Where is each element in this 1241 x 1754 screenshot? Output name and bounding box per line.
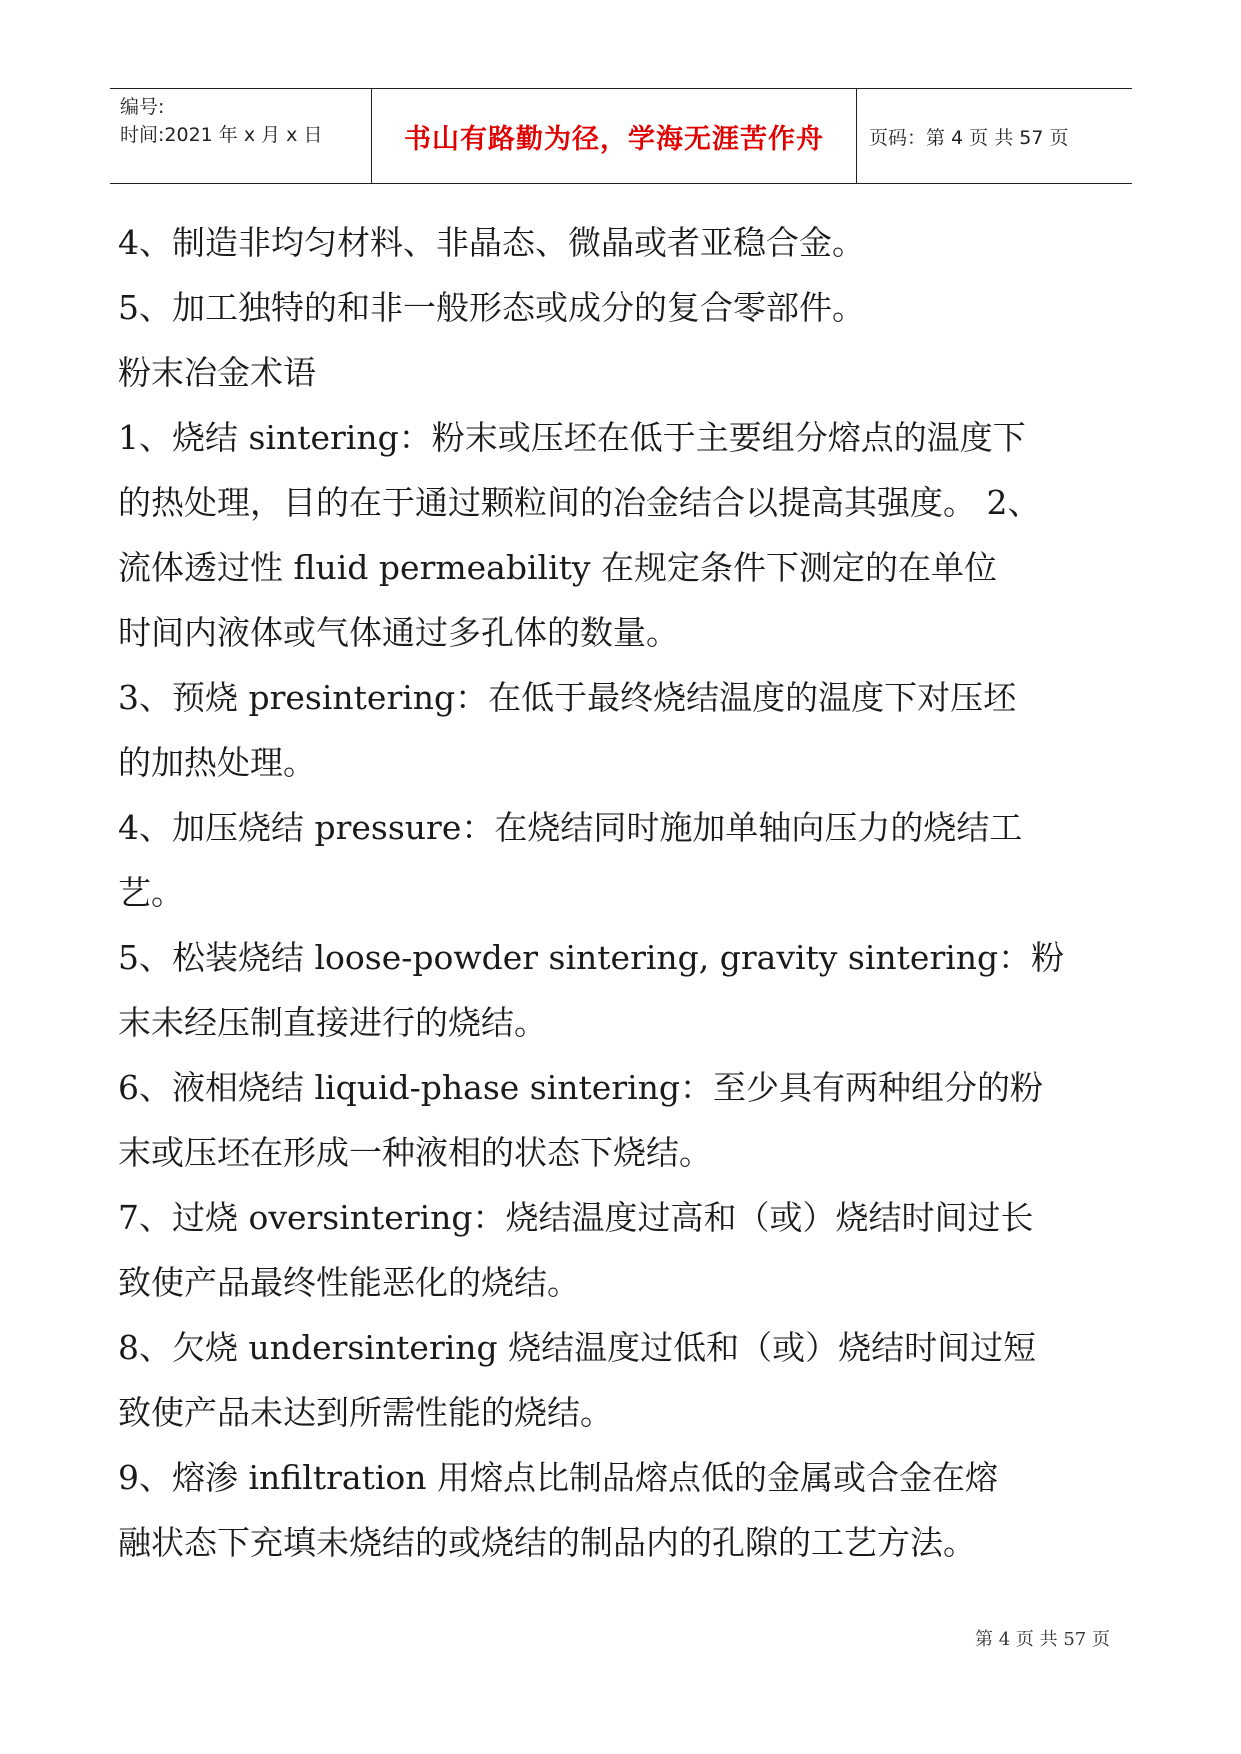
- text-line: 末或压坯在形成一种液相的状态下烧结。: [118, 1133, 712, 1172]
- text-line: 4、制造非均匀材料、非晶态、微晶或者亚稳合金。: [118, 223, 865, 262]
- text-line: 7、过烧 oversintering：烧结温度过高和（或）烧结时间过长: [118, 1198, 1034, 1237]
- section-heading: 粉末冶金术语: [118, 353, 316, 392]
- text-line: 流体透过性 fluid permeability 在规定条件下测定的在单位: [118, 548, 998, 587]
- text-line: 9、熔渗 infiltration 用熔点比制品熔点低的金属或合金在熔: [118, 1458, 998, 1497]
- text-line: 的热处理，目的在于通过颗粒间的冶金结合以提高其强度。 2、: [118, 483, 1041, 522]
- text-line: 8、欠烧 undersintering 烧结温度过低和（或）烧结时间过短: [118, 1328, 1037, 1367]
- text-line: 艺。: [118, 873, 184, 912]
- header-info-cell: [110, 89, 372, 183]
- document-time-label: 时间:2021 年 x 月 x 日: [120, 124, 323, 146]
- page-header: [110, 88, 1132, 184]
- text-line: 1、烧结 sintering：粉末或压坯在低于主要组分熔点的温度下: [118, 418, 1026, 457]
- document-body: [118, 210, 1128, 1575]
- text-line: 5、加工独特的和非一般形态或成分的复合零部件。: [118, 288, 865, 327]
- header-page-number: 页码：第 4 页 共 57 页: [869, 126, 1069, 149]
- header-motto: 书山有路勤为径，学海无涯苦作舟: [372, 89, 857, 183]
- text-line: 6、液相烧结 liquid-phase sintering：至少具有两种组分的粉: [118, 1068, 1044, 1107]
- text-line: 5、松装烧结 loose-powder sintering, gravity sintering：粉: [118, 938, 1065, 977]
- text-line: 3、预烧 presintering：在低于最终烧结温度的温度下对压坯: [118, 678, 1017, 717]
- text-line: 致使产品最终性能恶化的烧结。: [118, 1263, 580, 1302]
- page-footer: 第 4 页 共 57 页: [975, 1629, 1110, 1650]
- text-line: 融状态下充填未烧结的或烧结的制品内的孔隙的工艺方法。: [118, 1523, 976, 1562]
- text-line: 的加热处理。: [118, 743, 316, 782]
- text-line: 时间内液体或气体通过多孔体的数量。: [118, 613, 679, 652]
- text-line: 4、加压烧结 pressure：在烧结同时施加单轴向压力的烧结工: [118, 808, 1023, 847]
- document-number-label: 编号:: [120, 96, 165, 118]
- text-line: 致使产品未达到所需性能的烧结。: [118, 1393, 613, 1432]
- text-line: 末未经压制直接进行的烧结。: [118, 1003, 547, 1042]
